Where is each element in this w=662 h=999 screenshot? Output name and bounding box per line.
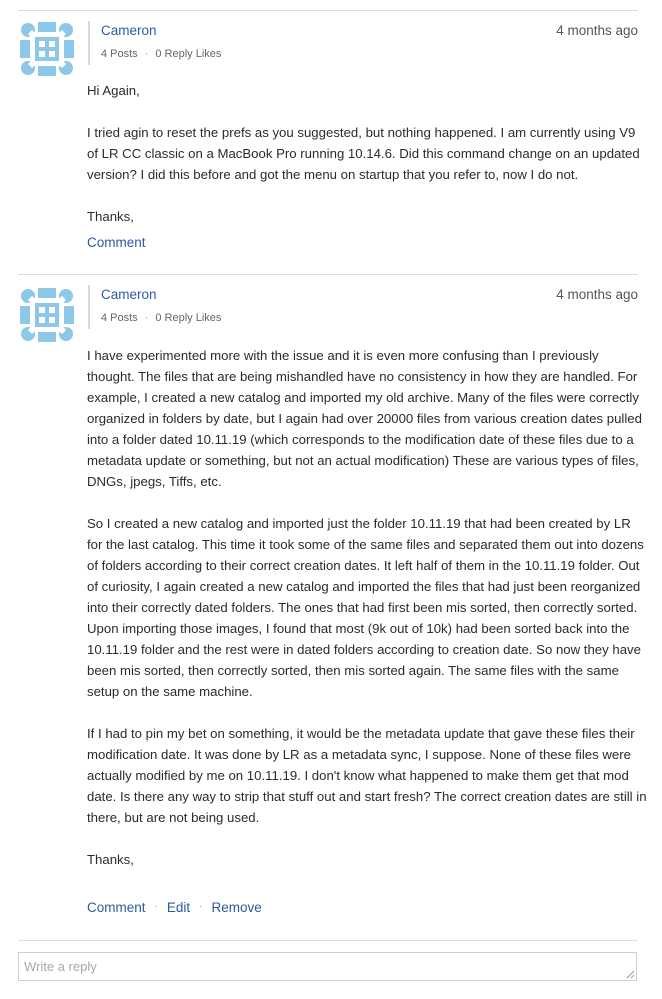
separator-dot: · xyxy=(144,48,149,60)
reply-likes: 0 Reply Likes xyxy=(155,312,222,324)
timestamp: 4 months ago xyxy=(556,287,638,302)
post-1 xyxy=(18,10,638,275)
edit-link[interactable]: Edit xyxy=(166,900,191,915)
paragraph: Thanks, xyxy=(87,852,134,867)
posts-count: 4 Posts xyxy=(101,312,138,324)
avatar[interactable] xyxy=(18,20,76,78)
timestamp: 4 months ago xyxy=(556,23,638,38)
comment-link[interactable]: Comment xyxy=(87,900,146,915)
comment-link[interactable]: Comment xyxy=(87,235,146,250)
resize-grip-icon[interactable] xyxy=(626,970,635,979)
post-body xyxy=(87,80,647,248)
remove-link[interactable]: Remove xyxy=(211,900,262,915)
posts-count: 4 Posts xyxy=(101,48,138,60)
post-meta xyxy=(88,21,221,65)
author-name[interactable]: Cameron xyxy=(101,287,157,302)
reply-likes: 0 Reply Likes xyxy=(155,48,222,60)
post-actions xyxy=(87,900,262,915)
paragraph: So I created a new catalog and imported just the folder 10.11.19 that had been created by LR for the last catalog. This time it took some of the same files and separated them out into dozens of folders according to their correct creation dates. It left half of them in the 10.11.19 folder. Out of curiosity, I again created a new catalog and imported the files that had just been reorganized into their correctly dated folders. The ones that had first been mis sorted, then correctly sorted. Upon importing those images, I found that most (9k out of 10k) had been sorted back into the 10.11.19 folder and the rest were in dated folders according to creation date. So now they have been mis sorted, then correctly sorted, then mis sorted again. The same files with the same setup on the same machine. xyxy=(87,516,644,699)
separator-dot: · xyxy=(154,901,158,912)
post-meta xyxy=(88,285,221,329)
reply-input[interactable] xyxy=(19,953,636,980)
paragraph: I have experimented more with the issue and it is even more confusing than I previously thought. The files that are being mishandled have no consistency in how they are handled. For example, I created a new catalog and imported my old archive. Many of the files were correctly organized in folders by date, but I again had over 20000 files from various creation dates pulled into a folder dated 10.11.19 (which corresponds to the modification date of these files due to a metadata update or something, but not an actual modification) These are various types of files, DNGs, jpegs, Tiffs, etc. xyxy=(87,348,642,489)
paragraph: I tried agin to reset the prefs as you suggested, but nothing happened. I am currently using V9 of LR CC classic on a MacBook Pro running 10.14.6. Did this command change on an updated version? I did this before and got the menu on startup that you refer to, now I do not. xyxy=(87,125,640,182)
separator-dot: · xyxy=(199,901,203,912)
paragraph: Hi Again, xyxy=(87,83,140,98)
reply-box xyxy=(18,952,637,981)
paragraph: Thanks, xyxy=(87,209,134,224)
separator-dot: · xyxy=(144,312,149,324)
author-stats xyxy=(101,46,221,62)
post-body xyxy=(87,345,647,891)
post-2 xyxy=(18,274,647,941)
paragraph: If I had to pin my bet on something, it would be the metadata update that gave these files their modification date. It was done by LR as a metadata sync, I suppose. None of these files were actually modified by me on 10.11.19. I don't know what happened to make them get that mod date. Is there any way to strip that stuff out and start fresh? The correct creation dates are still in there, but are not being used. xyxy=(87,726,647,825)
post-actions xyxy=(87,235,146,250)
author-stats xyxy=(101,310,221,326)
author-name[interactable]: Cameron xyxy=(101,23,157,38)
reply-section xyxy=(18,940,638,941)
avatar[interactable] xyxy=(18,286,76,344)
